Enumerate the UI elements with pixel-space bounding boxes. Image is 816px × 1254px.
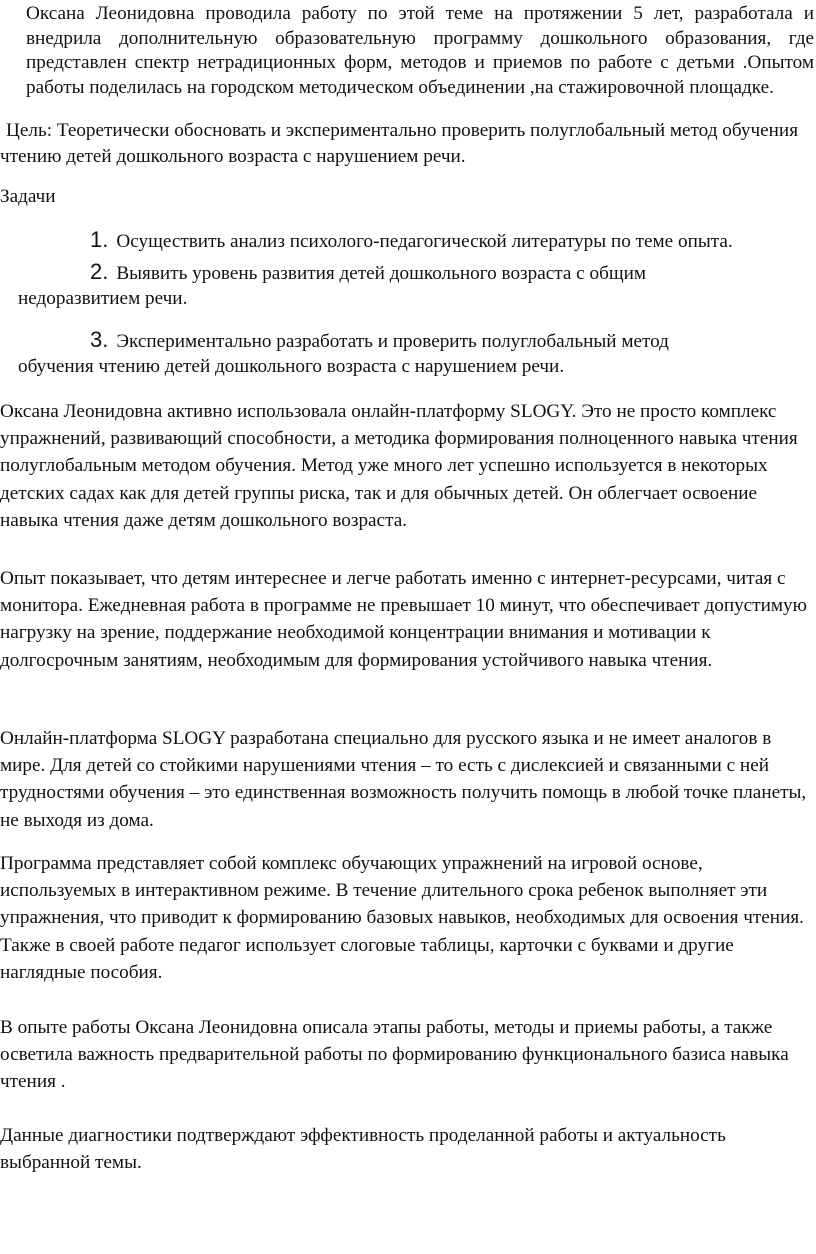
task-item-3-continuation: обучения чтению детей дошкольного возраста с нарушением речи. bbox=[18, 356, 565, 377]
body-paragraph: Онлайн-платформа SLOGY разработана специально для русского языка и не имеет аналогов в мире. Для детей со стойкими нарушениями чтения – то есть с дислексией и связанными с ней трудностями обучения – это единственная возможность получить помощь в любой точке планеты, не выходя из дома. bbox=[0, 728, 807, 831]
goal-paragraph: Цель: Теоретически обосновать и экспериментально проверить полуглобальный метод обучения чтению детей дошкольного возраста с нарушением речи. bbox=[0, 120, 799, 167]
task-item-3 bbox=[90, 326, 810, 356]
task-item-2 bbox=[90, 258, 810, 288]
tasks-heading: Задачи bbox=[0, 186, 56, 207]
task-item-2-continuation: недоразвитием речи. bbox=[18, 288, 188, 309]
task-number: 1. bbox=[90, 227, 109, 252]
body-paragraph: В опыте работы Оксана Леонидовна описала этапы работы, методы и приемы работы, а также осветила важность предварительной работы по формированию функционального базиса навыка чтения . bbox=[0, 1017, 789, 1093]
body-paragraph: Данные диагностики подтверждают эффективность проделанной работы и актуальность выбранной темы. bbox=[0, 1125, 726, 1174]
body-paragraph: Программа представляет собой комплекс обучающих упражнений на игровой основе, используемых в интерактивном режиме. В течение длительного срока ребенок выполняет эти упражнения, что приводит к формированию базовых навыков, необходимых для освоения чтения. Также в своей работе педагог использует слоговые таблицы, карточки с буквами и другие наглядные пособия. bbox=[0, 853, 804, 983]
task-number: 2. bbox=[90, 259, 109, 284]
task-text: Выявить уровень развития детей дошкольного возраста с общим bbox=[116, 263, 647, 284]
task-number: 3. bbox=[90, 327, 109, 352]
body-paragraph: Опыт показывает, что детям интереснее и легче работать именно с интернет-ресурсами, читая с монитора. Ежедневная работа в программе не превышает 10 минут, что обеспечивает допустимую нагрузку на зрение, поддержание необходимой концентрации внимания и мотивации к долгосрочным занятиям, необходимым для формирования устойчивого навыка чтения. bbox=[0, 568, 807, 671]
task-text: Экспериментально разработать и проверить полуглобальный метод bbox=[116, 331, 669, 352]
body-paragraph: Оксана Леонидовна активно использовала онлайн-платформу SLOGY. Это не просто комплекс упражнений, развивающий способности, а методика формирования полноценного навыка чтения полуглобальным методом обучения. Метод уже много лет успешно используется в некоторых детских садах как для детей группы риска, так и для обычных детей. Он облегчает освоение навыка чтения даже детям дошкольного возраста. bbox=[0, 401, 798, 531]
task-text: Осуществить анализ психолого-педагогической литературы по теме опыта. bbox=[116, 231, 733, 252]
intro-paragraph: Оксана Леонидовна проводила работу по этой теме на протяжении 5 лет, разработала и внедрила дополнительную образовательную программу дошкольного образования, где представлен спектр нетрадиционных форм, методов и приемов по работе с детьми .Опытом работы поделилась на городском методическом объединении ,на стажировочной площадке. bbox=[26, 3, 814, 98]
task-item-1 bbox=[90, 226, 810, 256]
